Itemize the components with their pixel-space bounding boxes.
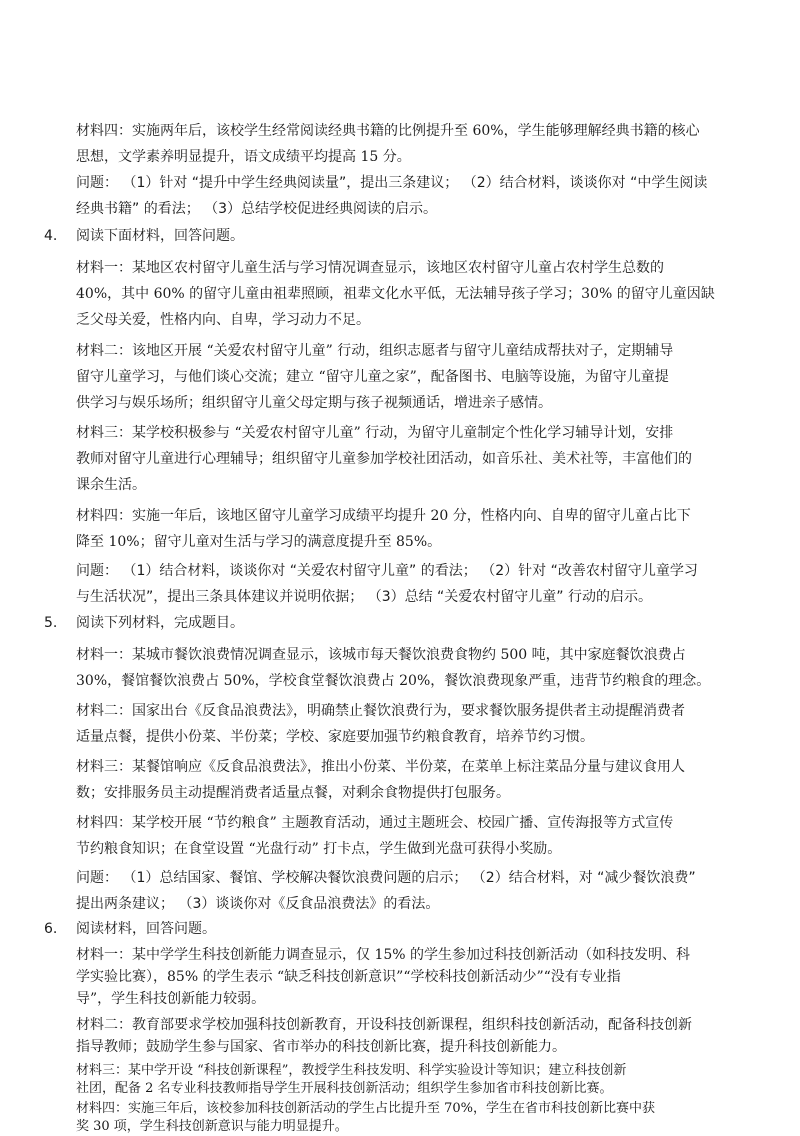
text-line: 材料三：某中学开设 “科技创新课程”，教授学生科技发明、科学实验设计等知识；建立科技创新 [76, 1063, 627, 1078]
text-line: 思想，文学素养明显提升，语文成绩平均提高 15 分。 [76, 149, 411, 165]
text-line: 材料一：某城市餐饮浪费情况调查显示，该城市每天餐饮浪费食物约 500 吨，其中家庭餐饮浪费占 [76, 647, 686, 663]
item-instruction: 阅读下面材料，回答问题。 [76, 228, 244, 244]
material-paragraph [76, 810, 736, 862]
question-item-6 [44, 919, 744, 939]
text-line: 问题： （1）针对 “提升中学生经典阅读量”，提出三条建议； （2）结合材料，谈谈你对 “中学生阅读 [76, 175, 708, 191]
text-line: 降至 10%；留守儿童对生活与学习的满意度提升至 85%。 [76, 534, 442, 550]
text-line: 材料四：实施三年后，该校参加科技创新活动的学生占比提升至 70%，学生在省市科技创新比赛中获 [76, 1101, 656, 1116]
text-line: 供学习与娱乐场所；组织留守儿童父母定期与孩子视频通话，增进亲子感情。 [76, 395, 552, 411]
text-line: 材料四：实施两年后，该校学生经常阅读经典书籍的比例提升至 60%，学生能够理解经典书籍的核心 [76, 123, 700, 139]
material-paragraph [76, 1100, 736, 1136]
text-line: 社团，配备 2 名专业科技教师指导学生开展科技创新活动；组织学生参加省市科技创新比赛。 [76, 1081, 613, 1096]
text-line: 材料一：某中学学生科技创新能力调查显示，仅 15% 的学生参加过科技创新活动（如科技发明、科 [76, 947, 691, 963]
material-paragraph [76, 503, 736, 555]
question-paragraph [76, 558, 736, 610]
material-paragraph [76, 255, 736, 333]
item-number: 6. [44, 921, 58, 937]
item-number: 5. [44, 615, 58, 631]
item-number: 4. [44, 228, 58, 244]
item-instruction: 阅读材料，回答问题。 [76, 921, 216, 937]
text-line: 问题： （1）结合材料，谈谈你对 “关爱农村留守儿童” 的看法； （2）针对 “改善农村留守儿童学习 [76, 563, 698, 579]
text-line: 材料二：教育部要求学校加强科技创新教育，开设科技创新课程，组织科技创新活动，配备科技创新 [76, 1017, 692, 1033]
question-paragraph [76, 865, 736, 917]
text-line: 教师对留守儿童进行心理辅导；组织留守儿童参加学校社团活动，如音乐社、美术社等，丰富他们的 [76, 451, 692, 467]
text-line: 适量点餐，提供小份菜、半份菜；学校、家庭要加强节约粮食教育，培养节约习惯。 [76, 729, 594, 745]
text-line: 课余生活。 [76, 477, 146, 493]
text-line: 导”，学生科技创新能力较弱。 [76, 991, 266, 1007]
text-line: 乏父母关爱，性格内向、自卑，学习动力不足。 [76, 312, 370, 328]
material-paragraph [76, 1014, 736, 1058]
text-line: 学实验比赛），85% 的学生表示 “缺乏科技创新意识”“学校科技创新活动少”“没有专业指 [76, 969, 621, 985]
text-line: 提出两条建议； （3）谈谈你对《反食品浪费法》的看法。 [76, 896, 440, 912]
text-line: 数；安排服务员主动提醒消费者适量点餐，对剩余食物提供打包服务。 [76, 785, 510, 801]
material-paragraph [76, 944, 736, 1010]
text-line: 与生活状况”，提出三条具体建议并说明依据； （3）总结 “关爱农村留守儿童” 行动的启示。 [76, 589, 653, 605]
material-paragraph [76, 698, 736, 750]
question-paragraph [76, 170, 736, 222]
text-line: 材料三：某学校积极参与 “关爱农村留守儿童” 行动，为留守儿童制定个性化学习辅导计划，安排 [76, 425, 674, 441]
text-line: 30%，餐馆餐饮浪费占 50%，学校食堂餐饮浪费占 20%，餐饮浪费现象严重，违背节约粮食的理念。 [76, 673, 711, 689]
text-line: 材料一：某地区农村留守儿童生活与学习情况调查显示，该地区农村留守儿童占农村学生总数的 [76, 260, 664, 276]
text-line: 材料二：该地区开展 “关爱农村留守儿童” 行动，组织志愿者与留守儿童结成帮扶对子，定期辅导 [76, 343, 674, 359]
text-line: 留守儿童学习，与他们谈心交流；建立 “留守儿童之家”，配备图书、电脑等设施，为留守儿童提 [76, 369, 669, 385]
material-paragraph [76, 1062, 736, 1098]
material-paragraph [76, 118, 736, 170]
text-line: 材料三：某餐馆响应《反食品浪费法》，推出小份菜、半份菜，在菜单上标注菜品分量与建议食用人 [76, 759, 685, 775]
item-instruction: 阅读下列材料，完成题目。 [76, 615, 244, 631]
material-paragraph [76, 754, 736, 806]
text-line: 奖 30 项，学生科技创新意识与能力明显提升。 [76, 1119, 348, 1134]
material-paragraph [76, 642, 736, 694]
text-line: 节约粮食知识；在食堂设置 “光盘行动” 打卡点，学生做到光盘可获得小奖励。 [76, 841, 562, 857]
text-line: 材料四：实施一年后，该地区留守儿童学习成绩平均提升 20 分，性格内向、自卑的留守儿童占比下 [76, 508, 691, 524]
text-line: 经典书籍” 的看法； （3）总结学校促进经典阅读的启示。 [76, 201, 438, 217]
material-paragraph [76, 338, 736, 416]
text-line: 指导教师；鼓励学生参与国家、省市举办的科技创新比赛，提升科技创新能力。 [76, 1039, 566, 1055]
question-item-5 [44, 613, 744, 633]
text-line: 材料二：国家出台《反食品浪费法》，明确禁止餐饮浪费行为，要求餐饮服务提供者主动提醒消费者 [76, 703, 685, 719]
text-line: 40%，其中 60% 的留守儿童由祖辈照顾，祖辈文化水平低，无法辅导孩子学习；30% 的留守儿童因缺 [76, 286, 715, 302]
text-line: 材料四：某学校开展 “节约粮食” 主题教育活动，通过主题班会、校园广播、宣传海报等方式宣传 [76, 815, 674, 831]
text-line: 问题： （1）总结国家、餐馆、学校解决餐饮浪费问题的启示； （2）结合材料，对 “减少餐饮浪费” [76, 870, 696, 886]
question-item-4 [44, 226, 744, 246]
material-paragraph [76, 420, 736, 498]
